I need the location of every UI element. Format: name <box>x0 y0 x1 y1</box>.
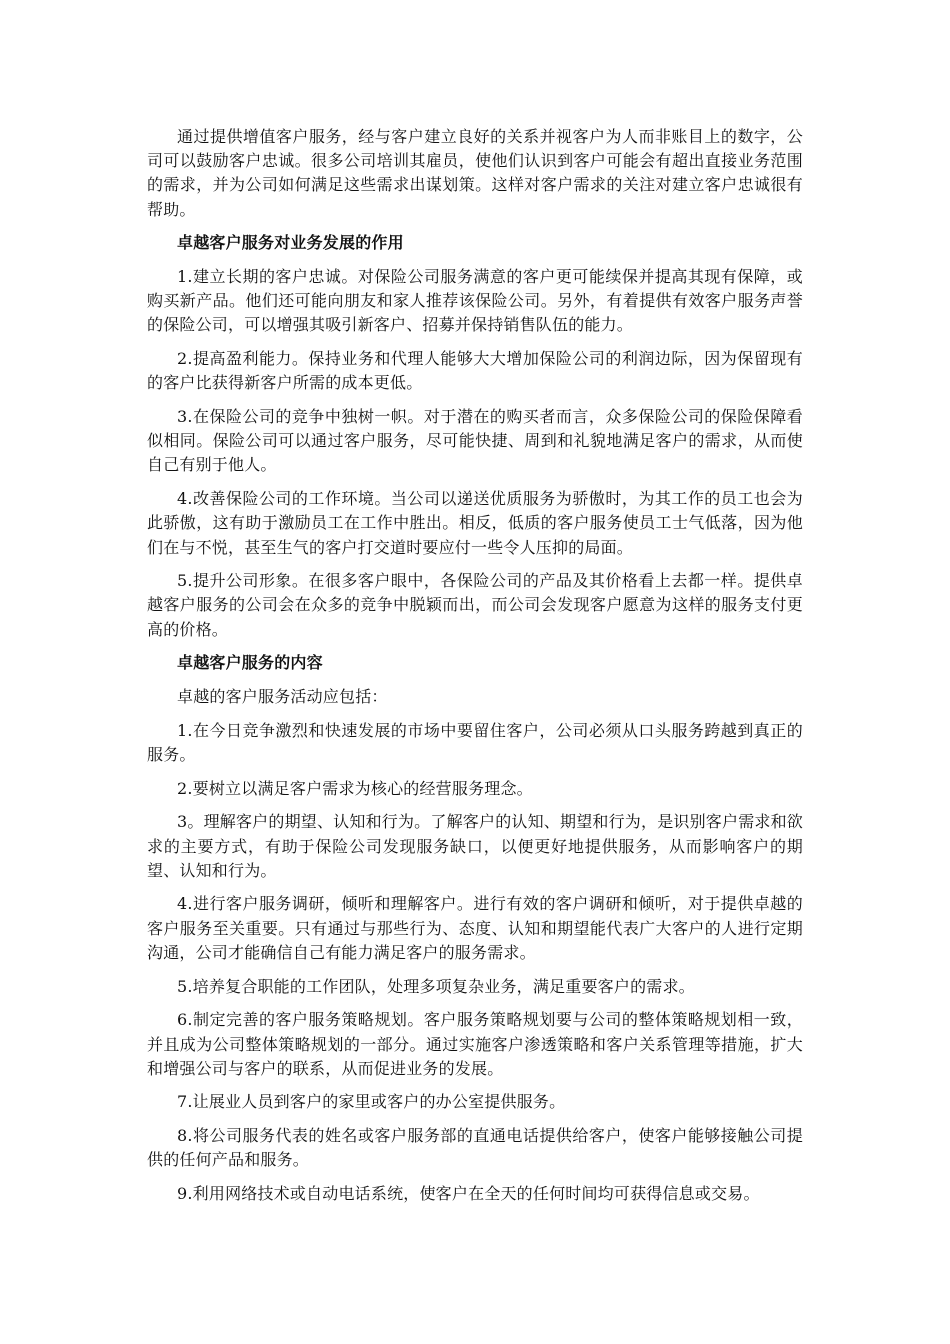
content-item-3: 3。理解客户的期望、认知和行为。了解客户的认知、期望和行为，是识别客户需求和欲求的主要方式，有助于保险公司发现服务缺口，以便更好地提供服务，从而影响客户的期望、认知和行为。 <box>147 812 803 880</box>
section-heading-content: 卓越客户服务的内容 <box>177 653 323 673</box>
role-item-3: 3.在保险公司的竞争中独树一帜。对于潜在的购买者而言，众多保险公司的保险保障看似相同。保险公司可以通过客户服务，尽可能快捷、周到和礼貌地满足客户的需求，从而使自己有别于他人。 <box>147 407 803 475</box>
content-item-2: 2.要树立以满足客户需求为核心的经营服务理念。 <box>177 778 533 798</box>
content-item-9: 9.利用网络技术或自动电话系统，使客户在全天的任何时间均可获得信息或交易。 <box>177 1184 760 1204</box>
content-item-6: 6.制定完善的客户服务策略规划。客户服务策略规划要与公司的整体策略规划相一致，并且成为公司整体策略规划的一部分。通过实施客户渗透策略和客户关系管理等措施，扩大和增强公司与客户的联系，从而促进业务的发展。 <box>147 1010 803 1078</box>
role-item-2: 2.提高盈利能力。保持业务和代理人能够大大增加保险公司的利润边际，因为保留现有的客户比获得新客户所需的成本更低。 <box>147 349 803 393</box>
document-page <box>147 125 803 1216</box>
content-item-5: 5.培养复合职能的工作团队，处理多项复杂业务，满足重要客户的需求。 <box>177 976 695 996</box>
role-item-4: 4.改善保险公司的工作环境。当公司以递送优质服务为骄傲时，为其工作的员工也会为此骄傲，这有助于激励员工在工作中胜出。相反，低质的客户服务使员工士气低落，因为他们在与不悦，甚至生气的客户打交道时要应付一些令人压抑的局面。 <box>147 489 803 557</box>
content-item-1: 1.在今日竞争激烈和快速发展的市场中要留住客户，公司必须从口头服务跨越到真正的服务。 <box>147 720 803 764</box>
section-heading-role: 卓越客户服务对业务发展的作用 <box>177 233 404 253</box>
content-lead: 卓越的客户服务活动应包括： <box>177 687 388 707</box>
role-item-5: 5.提升公司形象。在很多客户眼中，各保险公司的产品及其价格看上去都一样。提供卓越客户服务的公司会在众多的竞争中脱颖而出，而公司会发现客户愿意为这样的服务支付更高的价格。 <box>147 571 803 639</box>
content-item-7: 7.让展业人员到客户的家里或客户的办公室提供服务。 <box>177 1092 566 1112</box>
role-item-1: 1.建立长期的客户忠诚。对保险公司服务满意的客户更可能续保并提高其现有保障，或购买新产品。他们还可能向朋友和家人推荐该保险公司。另外，有着提供有效客户服务声誉的保险公司，可以增强其吸引新客户、招募并保持销售队伍的能力。 <box>147 267 803 335</box>
content-item-8: 8.将公司服务代表的姓名或客户服务部的直通电话提供给客户，使客户能够接触公司提供的任何产品和服务。 <box>147 1126 803 1170</box>
intro-paragraph: 通过提供增值客户服务，经与客户建立良好的关系并视客户为人而非账目上的数字，公司可以鼓励客户忠诚。很多公司培训其雇员，使他们认识到客户可能会有超出直接业务范围的需求，并为公司如何满足这些需求出谋划策。这样对客户需求的关注对建立客户忠诚很有帮助。 <box>147 127 803 219</box>
content-item-4: 4.进行客户服务调研，倾听和理解客户。进行有效的客户调研和倾听，对于提供卓越的客户服务至关重要。只有通过与那些行为、态度、认知和期望能代表广大客户的人进行定期沟通，公司才能确信自己有能力满足客户的服务需求。 <box>147 894 803 962</box>
